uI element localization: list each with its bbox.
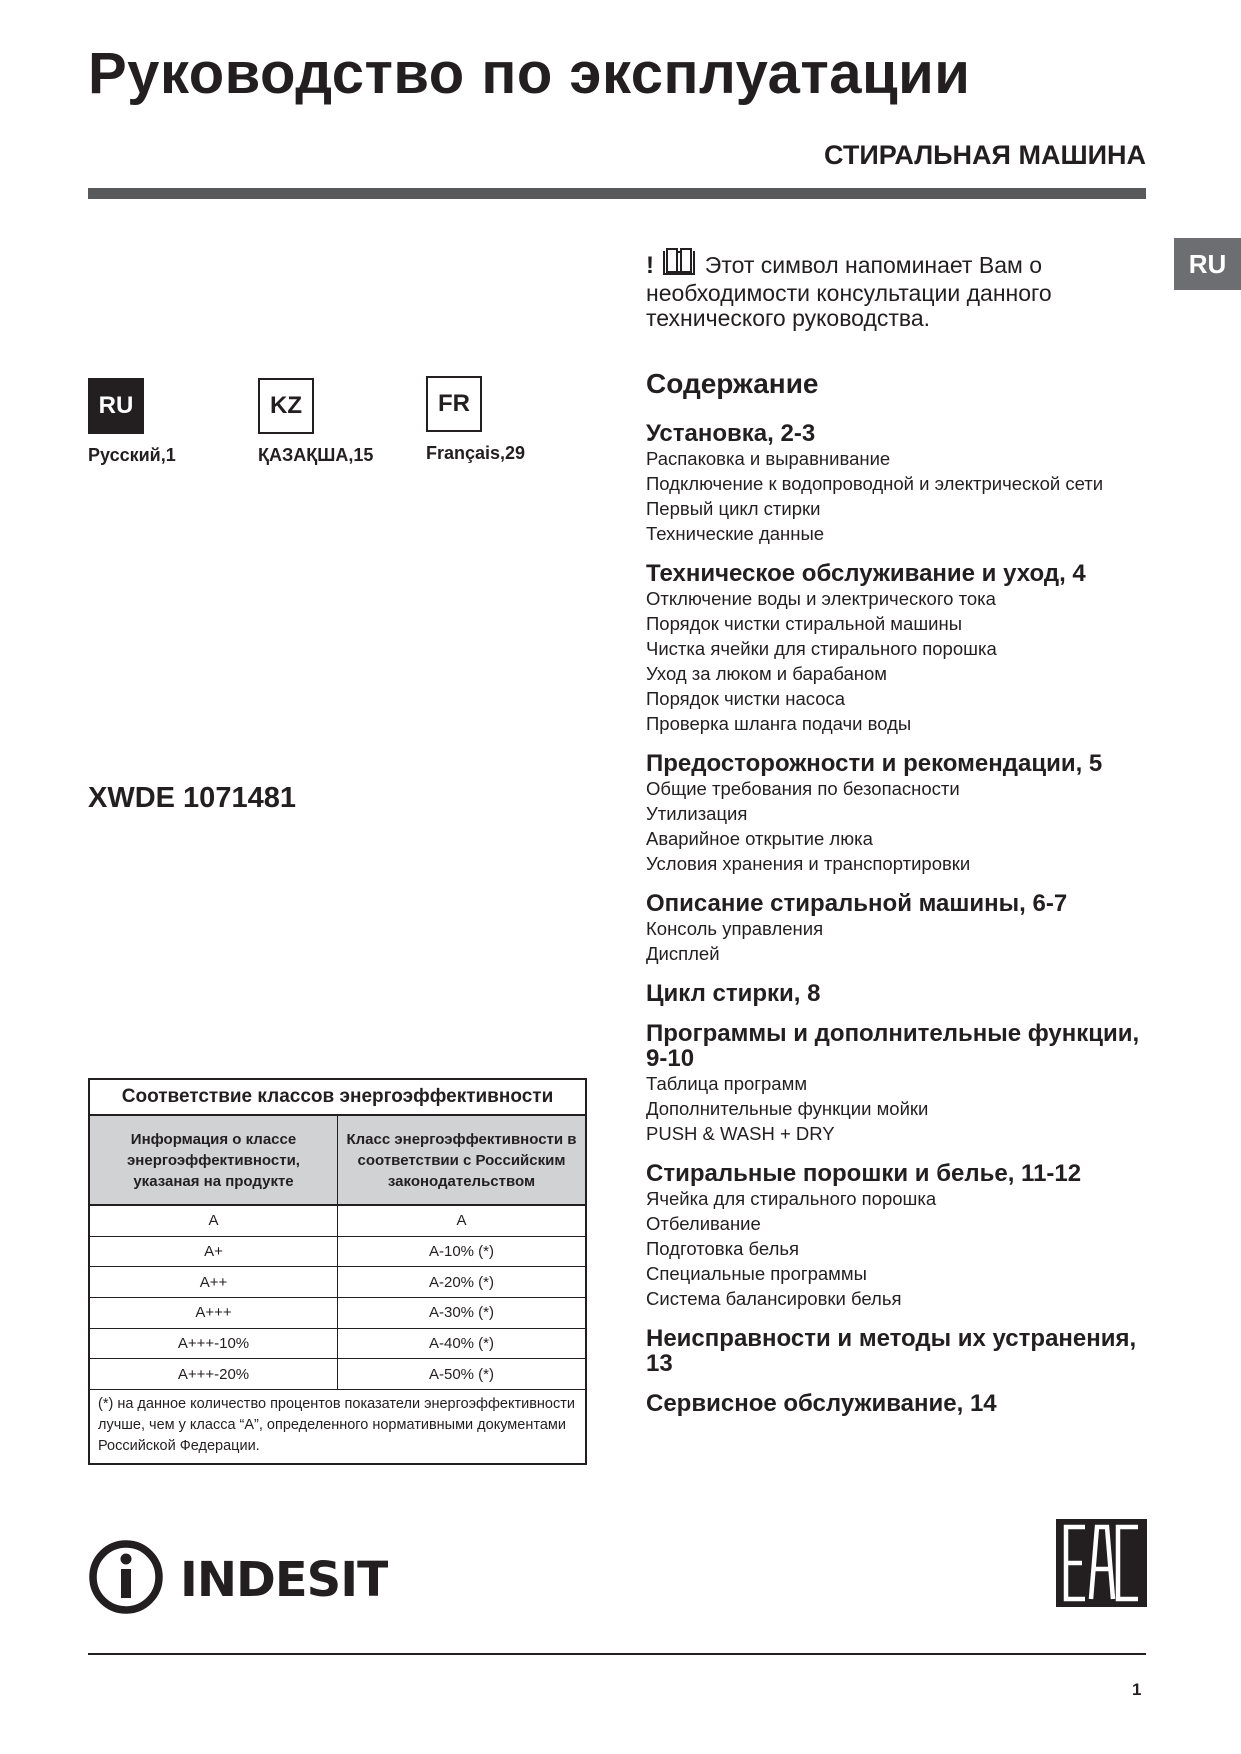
table-row — [90, 1267, 585, 1298]
language-side-tab: RU — [1174, 238, 1241, 290]
toc-item[interactable]: Ячейка для стирального порошка — [646, 1188, 937, 1209]
table-row — [90, 1206, 585, 1237]
table-cell: A+++-20% — [90, 1359, 338, 1389]
table-caption: Соответствие классов энергоэффективности — [90, 1080, 585, 1116]
table-row — [90, 1359, 585, 1390]
table-cell: A-20% (*) — [428, 1273, 495, 1291]
toc-section — [646, 891, 1146, 966]
toc-item[interactable]: Дополнительные функции мойки — [646, 1098, 929, 1119]
page-title: Руководство по эксплуатации — [88, 41, 971, 106]
toc-item[interactable]: Система балансировки белья — [646, 1288, 902, 1309]
toc-section — [646, 1161, 1146, 1311]
toc-item[interactable]: Подключение к водопроводной и электрической сети — [646, 473, 1104, 494]
toc-section-title[interactable]: Установка, 2-3 — [646, 420, 816, 447]
model-number: XWDE 1071481 — [88, 782, 296, 814]
brand-name: INDESIT — [180, 1552, 388, 1608]
language-code-box: KZ — [258, 378, 314, 434]
toc-section-title[interactable]: Цикл стирки, 8 — [646, 980, 821, 1007]
language-label: Русский,1 — [88, 445, 176, 465]
toc-section — [646, 561, 1146, 736]
toc-section-title[interactable]: Программы и дополнительные функции, 9-10 — [646, 1020, 1140, 1072]
toc-section — [646, 1021, 1146, 1146]
column-header: Класс энергоэффективности в соответствии с Российским законодательством — [346, 1130, 577, 1190]
toc-item[interactable]: Условия хранения и транспортировки — [646, 853, 971, 874]
toc-section-title[interactable]: Техническое обслуживание и уход, 4 — [646, 560, 1086, 587]
toc-item[interactable]: Чистка ячейки для стирального порошка — [646, 638, 997, 659]
toc-section-title[interactable]: Описание стиральной машины, 6-7 — [646, 890, 1068, 917]
toc-item[interactable]: Специальные программы — [646, 1263, 867, 1284]
language-entry-ru[interactable] — [88, 378, 176, 466]
column-header: Информация о классе энергоэффективности, указаная на продукте — [90, 1116, 338, 1204]
toc-item[interactable]: Отключение воды и электрического тока — [646, 588, 996, 609]
header-divider — [88, 188, 1146, 199]
energy-class-table — [88, 1078, 587, 1465]
indesit-logo — [88, 1538, 388, 1623]
notice-exclamation: ! — [646, 252, 654, 279]
table-header-row — [90, 1116, 585, 1206]
language-entry-kz[interactable] — [258, 378, 373, 466]
toc-item[interactable]: Таблица программ — [646, 1073, 808, 1094]
toc-item[interactable]: Технические данные — [646, 523, 825, 544]
table-cell: A+++-10% — [90, 1329, 338, 1359]
eac-mark — [1056, 1519, 1147, 1607]
table-cell: A+ — [90, 1237, 338, 1267]
book-icon — [662, 248, 696, 281]
toc-section-title[interactable]: Сервисное обслуживание, 14 — [646, 1390, 997, 1417]
table-row — [90, 1298, 585, 1329]
language-code-box: RU — [88, 378, 144, 434]
table-cell: A-50% (*) — [428, 1365, 495, 1383]
toc-item[interactable]: Аварийное открытие люка — [646, 828, 873, 849]
table-row — [90, 1237, 585, 1268]
toc-item[interactable]: Консоль управления — [646, 918, 824, 939]
toc-section — [646, 981, 1146, 1006]
toc-section-title[interactable]: Неисправности и методы их устранения, 13 — [646, 1325, 1137, 1377]
toc-item[interactable]: Первый цикл стирки — [646, 498, 821, 519]
language-label: Français,29 — [426, 443, 526, 463]
language-code-box: FR — [426, 376, 482, 432]
toc-section-title[interactable]: Стиральные порошки и белье, 11-12 — [646, 1160, 1082, 1187]
table-cell: A — [456, 1212, 467, 1230]
manual-notice — [646, 248, 1116, 331]
toc-item[interactable]: Распаковка и выравнивание — [646, 448, 891, 469]
table-of-contents — [646, 421, 1146, 1431]
toc-item[interactable]: Проверка шланга подачи воды — [646, 713, 912, 734]
toc-item[interactable]: Общие требования по безопасности — [646, 778, 960, 799]
toc-item[interactable]: Отбеливание — [646, 1213, 761, 1234]
toc-item[interactable]: Порядок чистки стиральной машины — [646, 613, 963, 634]
toc-section — [646, 1391, 1146, 1416]
page-number: 1 — [1132, 1680, 1142, 1699]
table-cell: A — [90, 1206, 338, 1236]
table-cell: A-40% (*) — [428, 1335, 495, 1353]
toc-section-title[interactable]: Предосторожности и рекомендации, 5 — [646, 750, 1103, 777]
toc-item[interactable]: Дисплей — [646, 943, 720, 964]
table-cell: A-10% (*) — [428, 1243, 495, 1261]
toc-section — [646, 1326, 1146, 1376]
product-type-heading: СТИРАЛЬНАЯ МАШИНА — [824, 140, 1146, 170]
toc-item[interactable]: Уход за люком и барабаном — [646, 663, 888, 684]
table-cell: A++ — [90, 1267, 338, 1297]
toc-item[interactable]: Утилизация — [646, 803, 748, 824]
language-label: ҚАЗАҚША,15 — [258, 445, 374, 465]
toc-item[interactable]: Подготовка белья — [646, 1238, 800, 1259]
toc-item[interactable]: PUSH & WASH + DRY — [646, 1123, 835, 1144]
table-row — [90, 1329, 585, 1360]
toc-section — [646, 751, 1146, 876]
contents-heading: Содержание — [646, 368, 819, 399]
notice-text: Этот символ напоминает Вам о необходимости консультации данного технического руководства. — [646, 252, 1052, 331]
language-entry-fr[interactable] — [426, 376, 525, 464]
table-cell: A+++ — [90, 1298, 338, 1328]
toc-item[interactable]: Порядок чистки насоса — [646, 688, 846, 709]
table-footnote: (*) на данное количество процентов показатели энергоэффективности лучше, чем у класса “А”, определенного нормативными документами Российской Федерации. — [98, 1396, 575, 1455]
table-cell: A-30% (*) — [428, 1304, 495, 1322]
footer-divider — [88, 1653, 1146, 1655]
toc-section — [646, 421, 1146, 546]
